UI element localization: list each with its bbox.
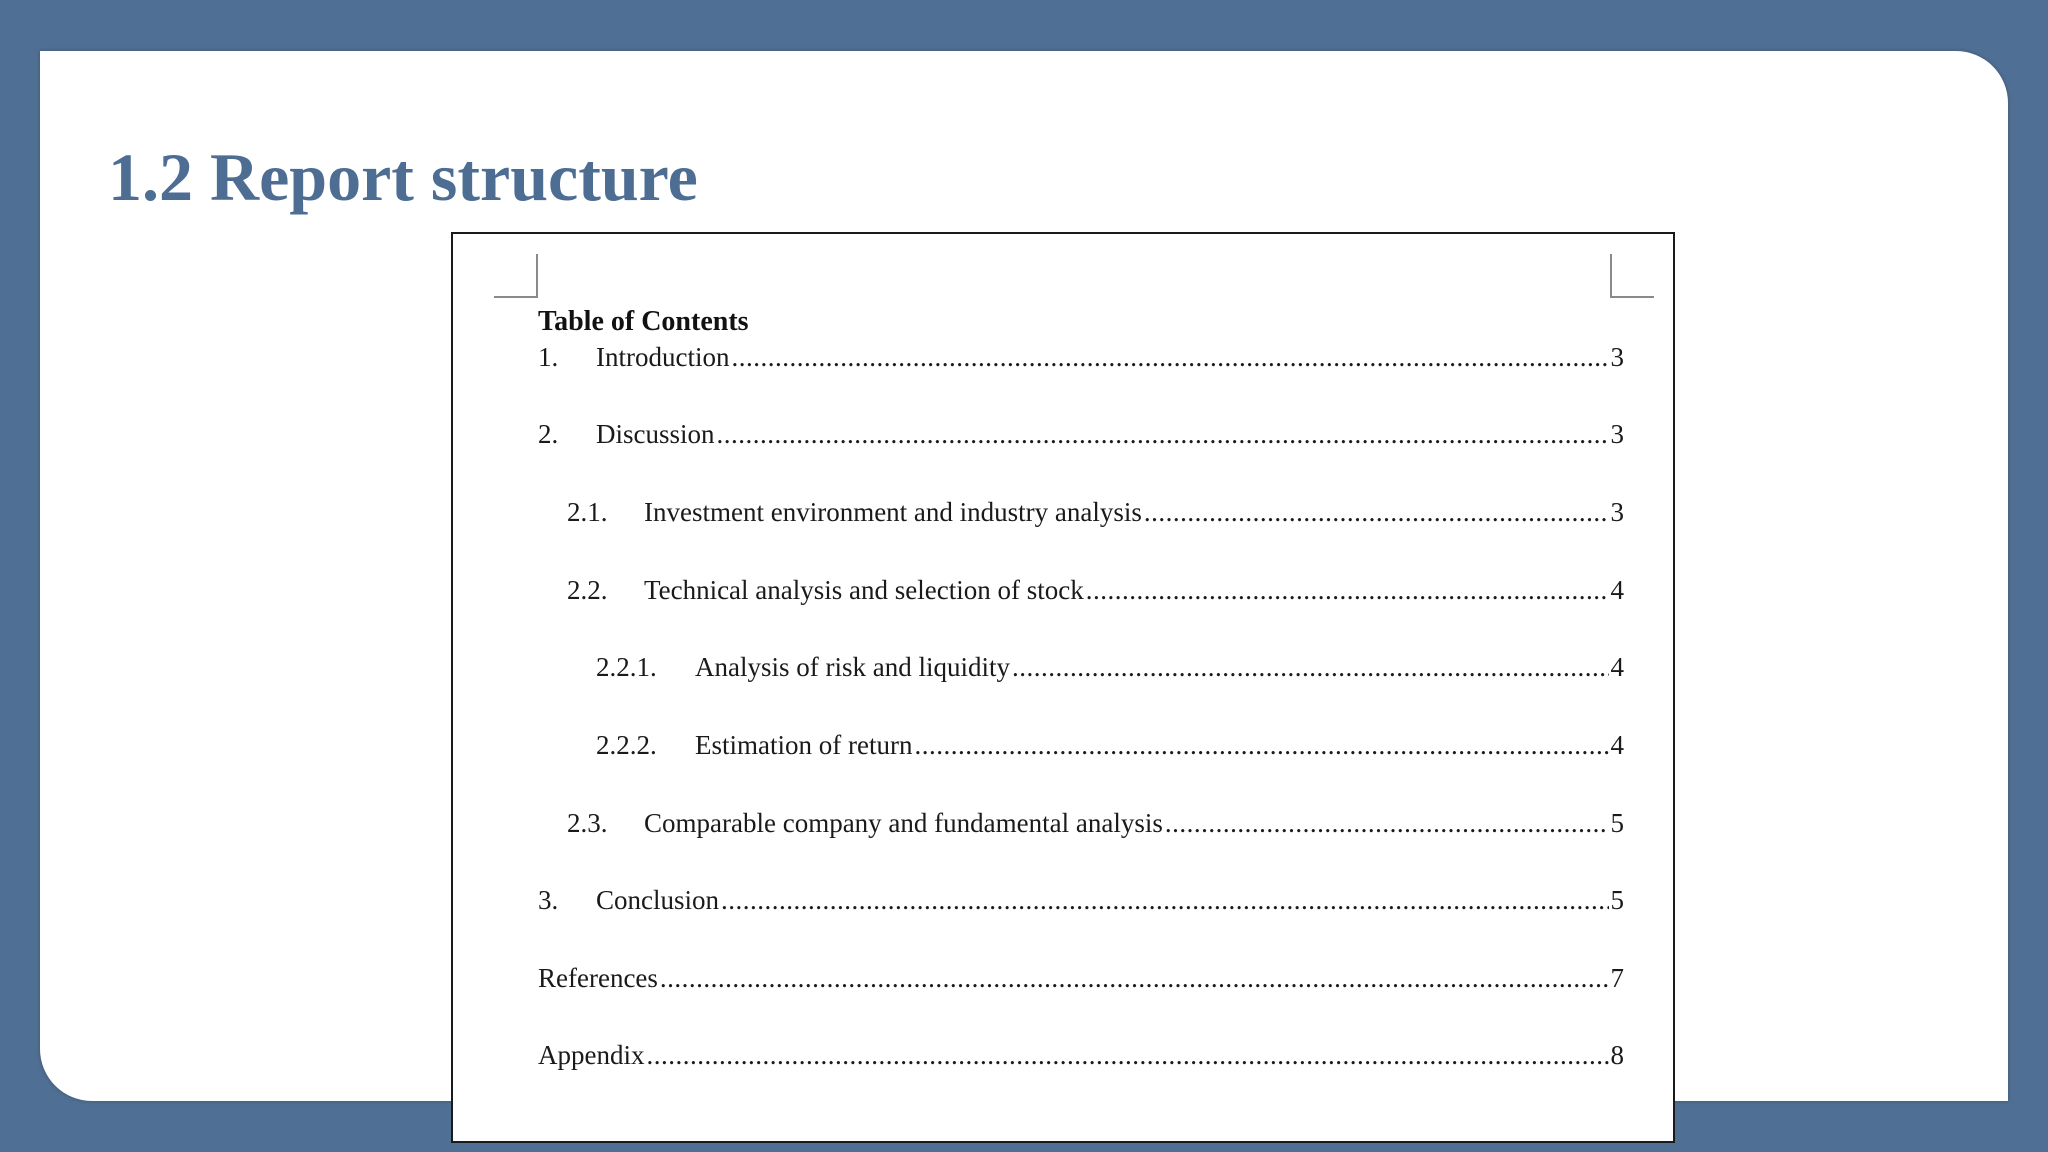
toc-entry-page: 7 bbox=[1610, 963, 1624, 993]
toc-dot-leader bbox=[660, 958, 1609, 998]
toc-entry-appendix bbox=[538, 1035, 1624, 1075]
toc-entry-conclusion bbox=[538, 880, 1624, 920]
toc-entry-comparable-company bbox=[567, 803, 1624, 843]
toc-entry-page: 4 bbox=[1610, 575, 1624, 605]
toc-entry-references bbox=[538, 958, 1624, 998]
margin-corner-mark-left bbox=[494, 254, 538, 298]
toc-entry-number: 1. bbox=[538, 342, 559, 372]
margin-corner-mark-right bbox=[1610, 254, 1654, 298]
toc-entry-technical-analysis bbox=[567, 570, 1624, 610]
toc-dot-leader bbox=[1165, 803, 1609, 843]
toc-entry-risk-liquidity bbox=[596, 647, 1624, 687]
toc-dot-leader bbox=[731, 337, 1608, 377]
toc-entry-number: 2.2.2. bbox=[596, 730, 657, 760]
toc-entry-title: Appendix bbox=[538, 1040, 645, 1070]
toc-dot-leader bbox=[914, 725, 1608, 765]
slide-canvas bbox=[40, 51, 2008, 1101]
toc-entry-number: 2.1. bbox=[567, 497, 608, 527]
toc-dot-leader bbox=[1012, 647, 1609, 687]
toc-entry-number: 2.2. bbox=[567, 575, 608, 605]
toc-entry-investment-environment bbox=[567, 492, 1624, 532]
toc-entry-number: 3. bbox=[538, 885, 559, 915]
toc-entry-number: 2.2.1. bbox=[596, 652, 657, 682]
toc-entry-title: Introduction bbox=[596, 342, 730, 372]
toc-entry-page: 3 bbox=[1610, 342, 1624, 372]
toc-dot-leader bbox=[1144, 492, 1609, 532]
toc-entry-number: 2.3. bbox=[567, 808, 608, 838]
toc-entry-title: Comparable company and fundamental analysis bbox=[644, 808, 1163, 838]
toc-entry-title: Discussion bbox=[596, 419, 715, 449]
toc-entry-title: Technical analysis and selection of stock bbox=[644, 575, 1084, 605]
toc-entry-title: Analysis of risk and liquidity bbox=[695, 652, 1010, 682]
toc-entry-page: 5 bbox=[1610, 808, 1624, 838]
toc-entry-discussion bbox=[538, 414, 1624, 454]
document-image bbox=[451, 232, 1675, 1143]
toc-entry-title: References bbox=[538, 963, 658, 993]
toc-entry-title: Conclusion bbox=[596, 885, 720, 915]
toc-entry-page: 5 bbox=[1610, 885, 1624, 915]
toc-dot-leader bbox=[1086, 570, 1609, 610]
toc-entry-estimation-return bbox=[596, 725, 1624, 765]
toc-entry-page: 3 bbox=[1610, 419, 1624, 449]
toc-dot-leader bbox=[721, 880, 1608, 920]
toc-entry-introduction bbox=[538, 337, 1624, 377]
slide-title: 1.2 Report structure bbox=[108, 139, 698, 215]
toc-dot-leader bbox=[646, 1035, 1608, 1075]
toc-entry-page: 8 bbox=[1610, 1040, 1624, 1070]
toc-entry-page: 4 bbox=[1610, 730, 1624, 760]
toc-entry-page: 4 bbox=[1610, 652, 1624, 682]
toc-dot-leader bbox=[717, 414, 1609, 454]
toc-entry-number: 2. bbox=[538, 419, 559, 449]
toc-heading: Table of Contents bbox=[538, 306, 749, 337]
toc-entry-page: 3 bbox=[1610, 497, 1624, 527]
toc-entry-title: Investment environment and industry analysis bbox=[644, 497, 1142, 527]
toc-entry-title: Estimation of return bbox=[695, 730, 913, 760]
